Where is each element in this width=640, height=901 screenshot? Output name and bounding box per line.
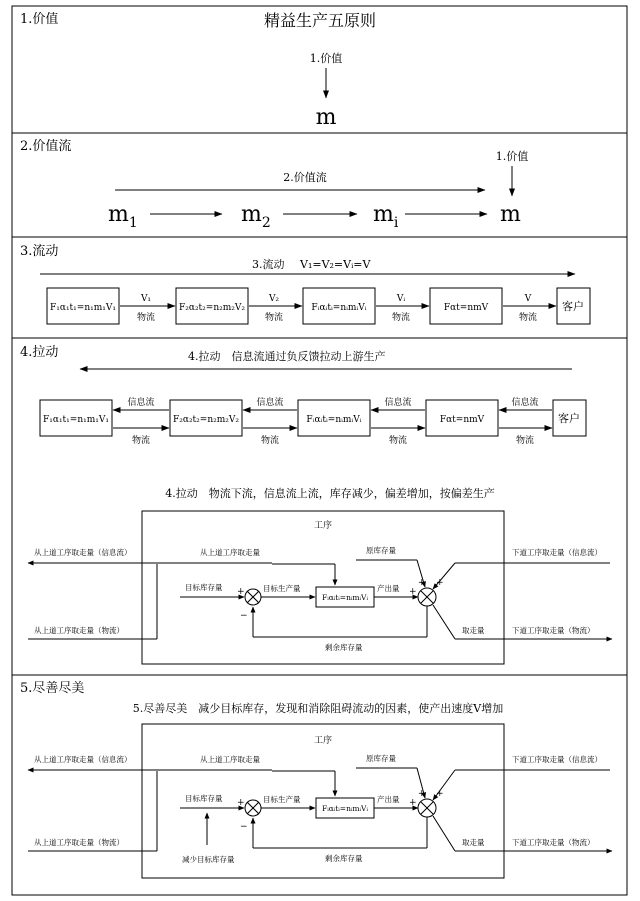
output-label: 产出量 [377, 795, 400, 804]
velocity-label: V [524, 294, 532, 304]
process-box-formula: F₁α₁t₁=n₁m₁V₁ [50, 303, 116, 313]
section-perfection [20, 681, 612, 878]
node-m1: $m_1$ [108, 202, 138, 231]
downstream-info-arrow [433, 770, 455, 800]
flow-header: 3.流动 [252, 258, 285, 271]
flow-label: 物流 [131, 436, 151, 446]
value-arrow-label: 1.价值 [309, 52, 343, 65]
section-label: 5.尽善尽美 [20, 681, 85, 696]
left-flow-label: 从上道工序取走量（物流） [34, 626, 124, 635]
process-formula: Fᵢαᵢtᵢ=nᵢmᵢVᵢ [322, 593, 368, 602]
flow-label: 物流 [260, 436, 280, 446]
take-away-label: 取走量 [462, 626, 485, 635]
section-value-stream [20, 138, 528, 231]
process-formula: Fᵢαᵢtᵢ=nᵢmᵢVᵢ [322, 804, 368, 813]
pull-header: 4.拉动 信息流通过负反馈拉动上游生产 [188, 350, 386, 363]
minus-sign: − [240, 822, 248, 832]
node-m: m [500, 202, 521, 227]
upper-take-label: 从上道工序取走量 [200, 548, 260, 557]
left-info-label: 从上道工序取走量（信息流） [34, 548, 132, 557]
plus-sign: + [409, 798, 417, 808]
target-production-label: 目标生产量 [263, 584, 301, 593]
flow-label: 物流 [136, 313, 156, 323]
info-label: 信息流 [384, 398, 412, 408]
plus-sign: + [237, 798, 245, 808]
output-label: 产出量 [377, 584, 400, 593]
process-box-formula: Fαt=nmV [443, 303, 489, 313]
flow-label: 物流 [515, 436, 535, 446]
reduce-target-label: 减少目标库存量 [182, 855, 235, 864]
target-inventory-label: 目标库存量 [185, 583, 223, 592]
main-title: 精益生产五原则 [263, 11, 377, 30]
remaining-inventory-label: 剩余库存量 [325, 643, 363, 652]
process-box-formula: F₂α₂t₂=n₂m₂V₂ [179, 303, 245, 313]
info-label: 信息流 [511, 398, 539, 408]
section-label: 2.价值流 [20, 139, 72, 154]
section-label: 3.流动 [20, 244, 59, 259]
section-pull [20, 344, 612, 664]
plus-sign: + [418, 789, 426, 799]
right-flow-label: 下道工序取走量（物流） [512, 626, 595, 635]
flow-label: 物流 [264, 313, 284, 323]
right-flow-label: 下道工序取走量（物流） [512, 838, 595, 847]
minus-sign: − [240, 611, 248, 621]
velocity-label: Vᵢ [396, 294, 406, 304]
left-flow-label: 从上道工序取走量（物流） [34, 838, 124, 847]
process-box-formula: F₂α₂t₂=n₂m₂V₂ [173, 415, 239, 425]
velocity-label: V₂ [268, 294, 280, 304]
customer-label: 客户 [562, 300, 584, 313]
remaining-inventory-label: 剩余库存量 [325, 854, 363, 863]
original-inventory-label: 原库存量 [366, 754, 396, 763]
value-node: m [315, 105, 337, 130]
process-title: 工序 [313, 521, 333, 531]
node-m2: $m_2$ [241, 202, 271, 231]
plus-sign: + [418, 578, 426, 588]
plus-sign: + [436, 578, 444, 588]
value-stream-label: 2.价值流 [283, 171, 327, 184]
upper-take-label: 从上道工序取走量 [200, 755, 260, 764]
process-box-formula: F₁α₁t₁=n₁m₁V₁ [43, 415, 109, 425]
left-info-label: 从上道工序取走量（信息流） [34, 755, 132, 764]
process-box-formula: Fᵢαᵢtᵢ=nᵢmᵢVᵢ [311, 303, 367, 313]
original-inventory-label: 原库存量 [366, 546, 396, 555]
section-value [20, 11, 376, 130]
target-inventory-label: 目标库存量 [185, 794, 223, 803]
value-side-label: 1.价值 [495, 150, 529, 163]
target-production-label: 目标生产量 [263, 795, 301, 804]
plus-sign: + [237, 587, 245, 597]
section-label: 4.拉动 [20, 345, 59, 360]
process-box-formula: Fᵢαᵢtᵢ=nᵢmᵢVᵢ [306, 415, 362, 425]
process-box-formula: Fαt=nmV [439, 415, 485, 425]
downstream-info-arrow [433, 563, 455, 589]
right-info-label: 下道工序取走量（信息流） [512, 755, 602, 764]
plus-sign: + [436, 789, 444, 799]
customer-label: 客户 [558, 412, 580, 425]
node-mi: $m_i$ [373, 202, 399, 231]
pull-diagram-title: 4.拉动 物流下流，信息流上流，库存减少，偏差增加，按偏差生产 [165, 487, 495, 500]
perfection-header: 5.尽善尽美 减少目标库存，发现和消除阻碍流动的因素，使产出速度V增加 [132, 702, 504, 715]
section-label: 1.价值 [20, 12, 59, 27]
velocity-label: V₁ [140, 294, 152, 304]
section-flow [20, 243, 590, 324]
take-away-label: 取走量 [462, 838, 485, 847]
info-label: 信息流 [256, 398, 284, 408]
process-block-diagram [28, 724, 612, 878]
downstream-flow-line [433, 816, 455, 851]
flow-label: 物流 [391, 313, 411, 323]
flow-label: 物流 [518, 313, 538, 323]
flow-equation: V₁=V₂=Vᵢ=V [300, 258, 371, 271]
process-block-diagram [28, 511, 612, 664]
plus-sign: + [409, 587, 417, 597]
flow-label: 物流 [388, 436, 408, 446]
downstream-flow-line [433, 605, 455, 639]
right-info-label: 下道工序取走量（信息流） [512, 548, 602, 557]
process-title: 工序 [313, 736, 333, 746]
info-label: 信息流 [127, 398, 155, 408]
